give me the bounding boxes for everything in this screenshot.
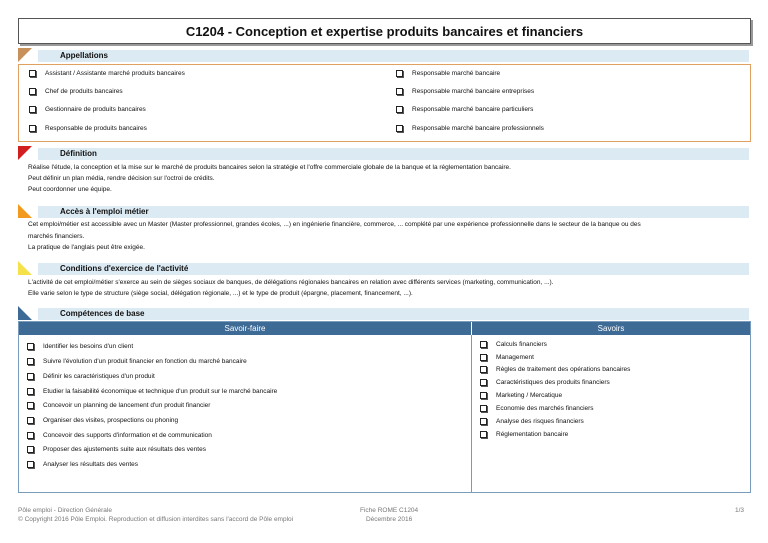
checkbox-icon [29, 88, 36, 95]
checkbox-icon [480, 366, 487, 373]
item-label: Responsable marché bancaire [412, 70, 501, 77]
item-label: Définir les caractéristiques d'un produit [43, 373, 155, 380]
column-divider [471, 335, 472, 492]
checkbox-icon [27, 402, 34, 409]
item-label: Etudier la faisabilité économique et technique d'un produit sur le marché bancaire [43, 388, 278, 395]
list-item [480, 365, 630, 375]
list-item [29, 124, 147, 134]
item-label: Responsable marché bancaire professionnels [412, 125, 544, 132]
list-item [480, 378, 610, 388]
conditions-line: L'activité de cet emploi/métier s'exerce au sein de sièges sociaux de banques, de délégations régionales bancaires en relation avec différents services (marketing, communication, ...). [28, 279, 554, 286]
definition-line: Peut définir un plan média, rendre décision sur l'octroi de crédits. [28, 175, 215, 182]
section-band [38, 148, 749, 160]
savoir-faire-header: Savoir-faire [19, 322, 471, 335]
list-item [480, 391, 562, 401]
checkbox-icon [27, 417, 34, 424]
checkbox-icon [480, 405, 487, 412]
list-item [480, 353, 534, 363]
item-label: Assistant / Assistante marché produits bancaires [45, 70, 185, 77]
section-band [38, 50, 749, 62]
list-item [396, 69, 500, 79]
checkbox-icon [396, 88, 403, 95]
list-item [27, 401, 210, 411]
footer-page: 1/3 [734, 507, 744, 514]
checkbox-icon [27, 388, 34, 395]
section-marker [18, 204, 32, 218]
item-label: Analyser les résultats des ventes [43, 461, 139, 468]
checkbox-icon [480, 379, 487, 386]
competences-table [18, 321, 751, 493]
list-item [396, 87, 534, 97]
definition-line: Peut coordonner une équipe. [28, 186, 112, 193]
item-label: Suivre l'évolution d'un produit financier en fonction du marché bancaire [43, 358, 247, 365]
list-item [480, 417, 584, 427]
section-conditions [18, 261, 749, 275]
item-label: Règles de traitement des opérations bancaires [496, 366, 631, 373]
list-item [27, 342, 133, 352]
appellations-box [18, 64, 751, 142]
list-item [27, 372, 155, 382]
checkbox-icon [29, 106, 36, 113]
list-item [29, 105, 146, 115]
checkbox-icon [480, 354, 487, 361]
checkbox-icon [396, 125, 403, 132]
list-item [480, 404, 594, 414]
item-label: Réglementation bancaire [496, 431, 569, 438]
checkbox-icon [29, 70, 36, 77]
list-item [27, 445, 206, 455]
item-label: Chef de produits bancaires [45, 88, 123, 95]
checkbox-icon [27, 343, 34, 350]
footer-center [360, 506, 418, 524]
savoirs-header: Savoirs [472, 322, 750, 335]
item-label: Organiser des visites, prospections ou phoning [43, 417, 179, 424]
section-title: Compétences de base [60, 309, 145, 318]
item-label: Concevoir un planning de lancement d'un produit financier [43, 402, 211, 409]
checkbox-icon [480, 418, 487, 425]
item-label: Responsable de produits bancaires [45, 125, 147, 132]
acces-line: marchés financiers. [28, 233, 85, 240]
section-marker [18, 261, 32, 275]
item-label: Proposer des ajustements suite aux résultats des ventes [43, 446, 206, 453]
item-label: Marketing / Mercatique [496, 392, 563, 399]
item-label: Caractéristiques des produits financiers [496, 379, 610, 386]
footer-org: Pôle emploi - Direction Générale [18, 507, 112, 514]
footer-left [18, 506, 293, 524]
checkbox-icon [480, 341, 487, 348]
acces-line: Cet emploi/métier est accessible avec un Master (Master professionnel, grandes écoles, ...) en ingénierie financière, commerce, ... complété par une expérience professionnelle dans le secteur de la banque ou des [28, 221, 641, 228]
checkbox-icon [27, 446, 34, 453]
acces-line: La pratique de l'anglais peut être exigée. [28, 244, 145, 251]
list-item [480, 340, 547, 350]
list-item [27, 387, 277, 397]
checkbox-icon [27, 373, 34, 380]
list-item [396, 124, 544, 134]
section-appellations [18, 48, 749, 62]
checkbox-icon [27, 432, 34, 439]
section-title: Conditions d'exercice de l'activité [60, 264, 189, 273]
list-item [27, 416, 178, 426]
item-label: Calculs financiers [496, 341, 547, 348]
footer-date: Décembre 2016 [365, 516, 413, 523]
section-marker [18, 306, 32, 320]
item-label: Economie des marchés financiers [496, 405, 594, 412]
footer-copyright: © Copyright 2016 Pôle Emploi. Reproduction et diffusion interdites sans l'accord de Pôle emploi [18, 516, 294, 523]
footer-fiche: Fiche ROME C1204 [360, 507, 419, 514]
checkbox-icon [396, 70, 403, 77]
list-item [29, 69, 185, 79]
list-item [396, 105, 533, 115]
list-item [27, 460, 138, 470]
definition-line: Réalise l'étude, la conception et la mise sur le marché de produits bancaires selon la stratégie et l'offre commerciale globale de la banque et la réglementation bancaire. [28, 164, 511, 171]
checkbox-icon [480, 392, 487, 399]
section-acces [18, 204, 749, 218]
page-title: C1204 - Conception et expertise produits bancaires et financiers [18, 18, 751, 44]
list-item [29, 87, 123, 97]
checkbox-icon [396, 106, 403, 113]
list-item [27, 357, 247, 367]
item-label: Responsable marché bancaire entreprises [412, 88, 535, 95]
conditions-line: Elle varie selon le type de structure (siège social, délégation régionale, ...) et le type de produit (épargne, placement, financement, ...). [28, 290, 413, 297]
item-label: Concevoir des supports d'information et de communication [43, 432, 212, 439]
section-band [38, 308, 749, 320]
section-title: Appellations [60, 51, 109, 60]
checkbox-icon [27, 358, 34, 365]
checkbox-icon [480, 431, 487, 438]
list-item [27, 431, 212, 441]
item-label: Identifier les besoins d'un client [43, 343, 134, 350]
section-title: Accès à l'emploi métier [60, 207, 149, 216]
checkbox-icon [27, 461, 34, 468]
item-label: Management [496, 354, 534, 361]
section-marker [18, 48, 32, 62]
section-title: Définition [60, 149, 97, 158]
section-definition [18, 146, 749, 160]
item-label: Gestionnaire de produits bancaires [45, 106, 146, 113]
item-label: Analyse des risques financiers [496, 418, 584, 425]
list-item [480, 430, 568, 440]
checkbox-icon [29, 125, 36, 132]
section-marker [18, 146, 32, 160]
item-label: Responsable marché bancaire particuliers [412, 106, 534, 113]
section-competences [18, 306, 749, 320]
